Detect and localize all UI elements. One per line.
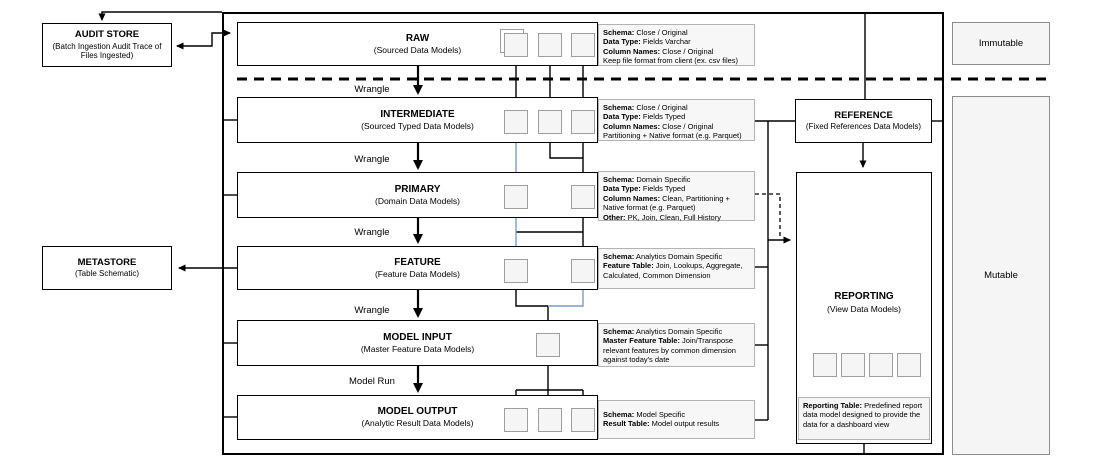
left-stub-lines	[179, 120, 237, 417]
stage-subtitle: (Domain Data Models)	[374, 195, 461, 206]
reporting-bus-lines	[755, 121, 795, 420]
data-model-square	[504, 408, 528, 432]
immutable-zone: Immutable	[952, 22, 1050, 65]
schema-note-intermediate: Schema: Close / Original Data Type: Fields Typed Column Names: Close / Original Partitioning + Native format (e.g. Parquet)	[598, 99, 755, 141]
wrangle-label: Wrangle	[354, 227, 390, 238]
data-model-square	[504, 33, 528, 57]
data-model-square	[536, 333, 560, 357]
wrangle-label: Wrangle	[354, 84, 390, 95]
reporting-box	[796, 172, 932, 444]
metastore-title: METASTORE	[77, 257, 137, 268]
metastore-box	[42, 246, 172, 290]
data-model-square	[538, 110, 562, 134]
stage-subtitle: (Feature Data Models)	[374, 268, 461, 279]
stage-subtitle: (Sourced Typed Data Models)	[361, 120, 474, 131]
stage-title: PRIMARY	[394, 183, 441, 195]
schema-note-raw: Schema: Close / Original Data Type: Fields Varchar Column Names: Close / Original Keep file format from client (ex. csv files)	[598, 24, 755, 66]
reference-title: REFERENCE	[834, 110, 893, 121]
model-run-label: Model Run	[349, 376, 395, 387]
stage-title: FEATURE	[394, 256, 441, 268]
reference-box	[795, 99, 932, 143]
data-model-square	[504, 110, 528, 134]
stage-subtitle: (Sourced Data Models)	[373, 44, 462, 55]
audit-store-subtitle: (Batch Ingestion Audit Trace of Files Ingested)	[52, 41, 162, 61]
metastore-subtitle: (Table Schematic)	[74, 269, 140, 279]
reporting-title: REPORTING	[834, 291, 894, 302]
data-model-square	[841, 353, 865, 377]
data-model-square	[813, 353, 837, 377]
stage-row-primary	[237, 172, 598, 218]
mutable-zone: Mutable	[952, 96, 1050, 455]
data-model-square	[571, 408, 595, 432]
data-model-square	[571, 33, 595, 57]
reporting-title-block	[797, 291, 931, 314]
data-model-square	[538, 33, 562, 57]
stage-title: MODEL OUTPUT	[377, 406, 458, 418]
data-model-square	[571, 110, 595, 134]
wrangle-label: Wrangle	[354, 154, 390, 165]
stage-subtitle: (Analytic Result Data Models)	[361, 418, 474, 429]
stage-title: MODEL INPUT	[383, 331, 452, 343]
schema-note-feature: Schema: Analytics Domain Specific Feature Table: Join, Lookups, Aggregate, Calculated, Common Dimension	[598, 248, 755, 289]
data-model-square	[504, 185, 528, 209]
data-model-square	[897, 353, 921, 377]
schema-note-primary: Schema: Domain Specific Data Type: Fields Typed Column Names: Clean, Partitioning + Native format (e.g. Parquet) Other: PK, Join, Clean, Full History	[598, 171, 755, 221]
wrangle-label: Wrangle	[354, 305, 390, 316]
data-model-square	[869, 353, 893, 377]
data-model-square	[571, 185, 595, 209]
schema-note-model-input: Schema: Analytics Domain Specific Master Feature Table: Join/Transpose relevant features by common dimension against today's date	[598, 323, 755, 367]
data-model-square	[538, 408, 562, 432]
stage-subtitle: (Master Feature Data Models)	[360, 343, 475, 354]
stage-row-feature	[237, 246, 598, 290]
audit-store-box	[42, 23, 172, 67]
data-model-square	[504, 259, 528, 283]
reporting-squares	[813, 353, 921, 377]
audit-store-title: AUDIT STORE	[74, 29, 140, 41]
reference-subtitle: (Fixed References Data Models)	[805, 122, 922, 132]
reporting-table-note: Reporting Table: Predefined report data model designed to provide the data for a dashboard view	[798, 397, 930, 440]
data-model-square	[571, 259, 595, 283]
reporting-subtitle: (View Data Models)	[826, 304, 901, 314]
stage-title: RAW	[405, 32, 430, 44]
stage-title: INTERMEDIATE	[380, 108, 455, 120]
schema-note-model-output: Schema: Model Specific Result Table: Model output results	[598, 400, 755, 439]
